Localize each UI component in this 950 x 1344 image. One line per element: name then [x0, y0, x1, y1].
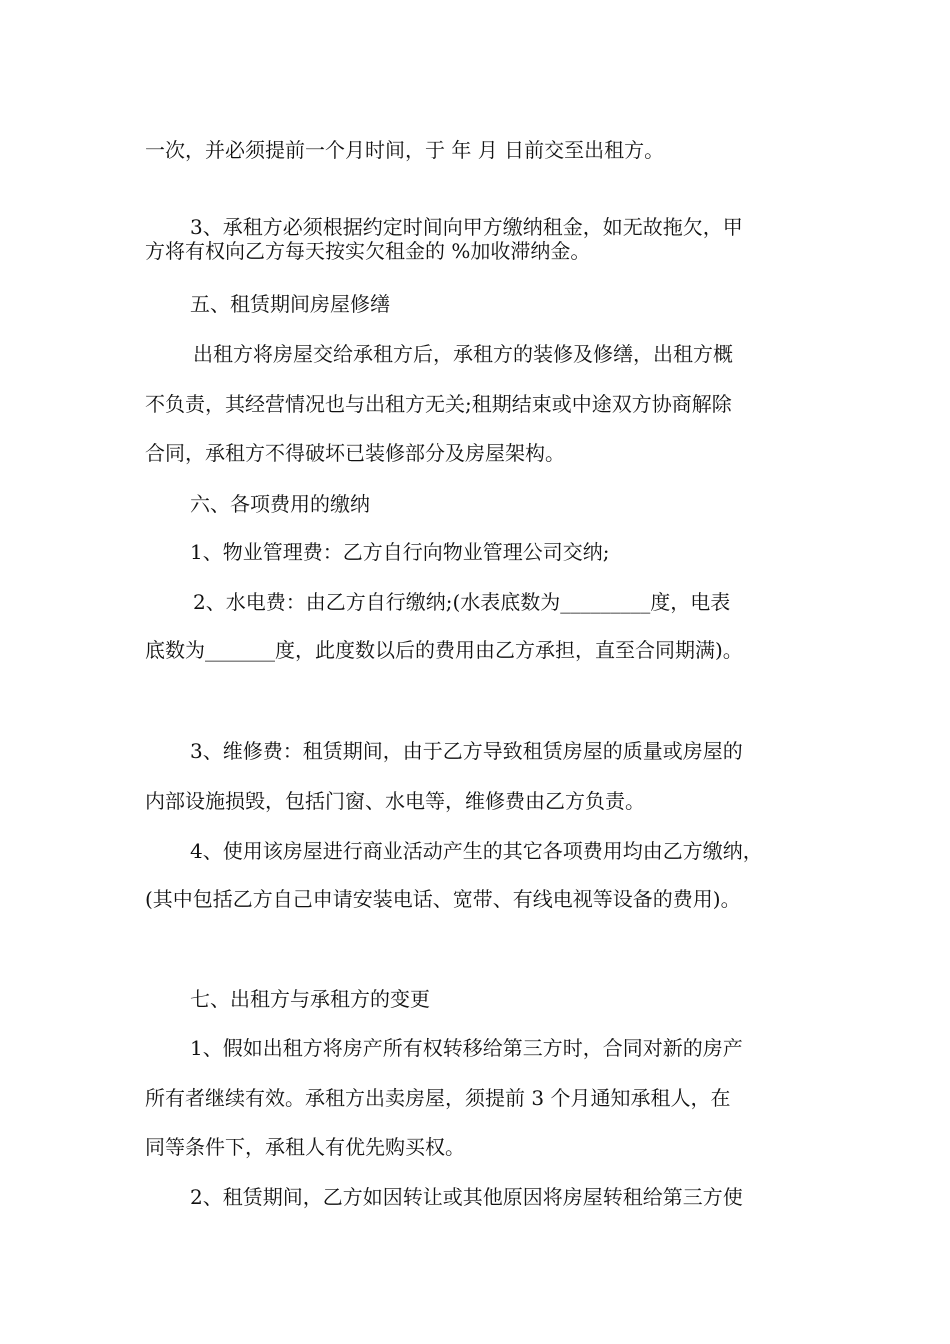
paragraph-line: 方将有权向乙方每天按实欠租金的 %加收滞纳金。: [145, 239, 591, 263]
paragraph-line: 3、承租方必须根据约定时间向甲方缴纳租金，如无故拖欠，甲: [190, 215, 743, 239]
paragraph-line: 1、物业管理费：乙方自行向物业管理公司交纳;: [190, 540, 610, 564]
paragraph-line: 不负责，其经营情况也与出租方无关;租期结束或中途双方协商解除: [145, 392, 732, 416]
section-heading: 五、租赁期间房屋修缮: [190, 292, 390, 316]
paragraph-line: 2、租赁期间，乙方如因转让或其他原因将房屋转租给第三方使: [190, 1185, 743, 1209]
paragraph-line: 出租方将房屋交给承租方后，承租方的装修及修缮，出租方概: [193, 342, 733, 366]
paragraph-line: 2、水电费：由乙方自行缴纳;(水表底数为_________度，电表: [193, 590, 731, 614]
paragraph-line: 3、维修费：租赁期间，由于乙方导致租赁房屋的质量或房屋的: [190, 739, 743, 763]
paragraph-line: 底数为_______度，此度数以后的费用由乙方承担，直至合同期满)。: [145, 638, 743, 662]
section-heading: 七、出租方与承租方的变更: [190, 987, 430, 1011]
paragraph-line: 所有者继续有效。承租方出卖房屋，须提前 3 个月通知承租人，在: [145, 1086, 731, 1110]
paragraph-line: 4、使用该房屋进行商业活动产生的其它各项费用均由乙方缴纳，: [190, 839, 763, 863]
paragraph-line: (其中包括乙方自己申请安装电话、宽带、有线电视等设备的费用)。: [145, 887, 741, 911]
paragraph-line: 一次，并必须提前一个月时间，于 年 月 日前交至出租方。: [145, 138, 665, 162]
paragraph-line: 1、假如出租方将房产所有权转移给第三方时，合同对新的房产: [190, 1036, 743, 1060]
section-heading: 六、各项费用的缴纳: [190, 492, 370, 516]
paragraph-line: 同等条件下，承租人有优先购买权。: [145, 1135, 465, 1159]
paragraph-line: 内部设施损毁，包括门窗、水电等，维修费由乙方负责。: [145, 789, 645, 813]
paragraph-line: 合同，承租方不得破坏已装修部分及房屋架构。: [145, 441, 565, 465]
